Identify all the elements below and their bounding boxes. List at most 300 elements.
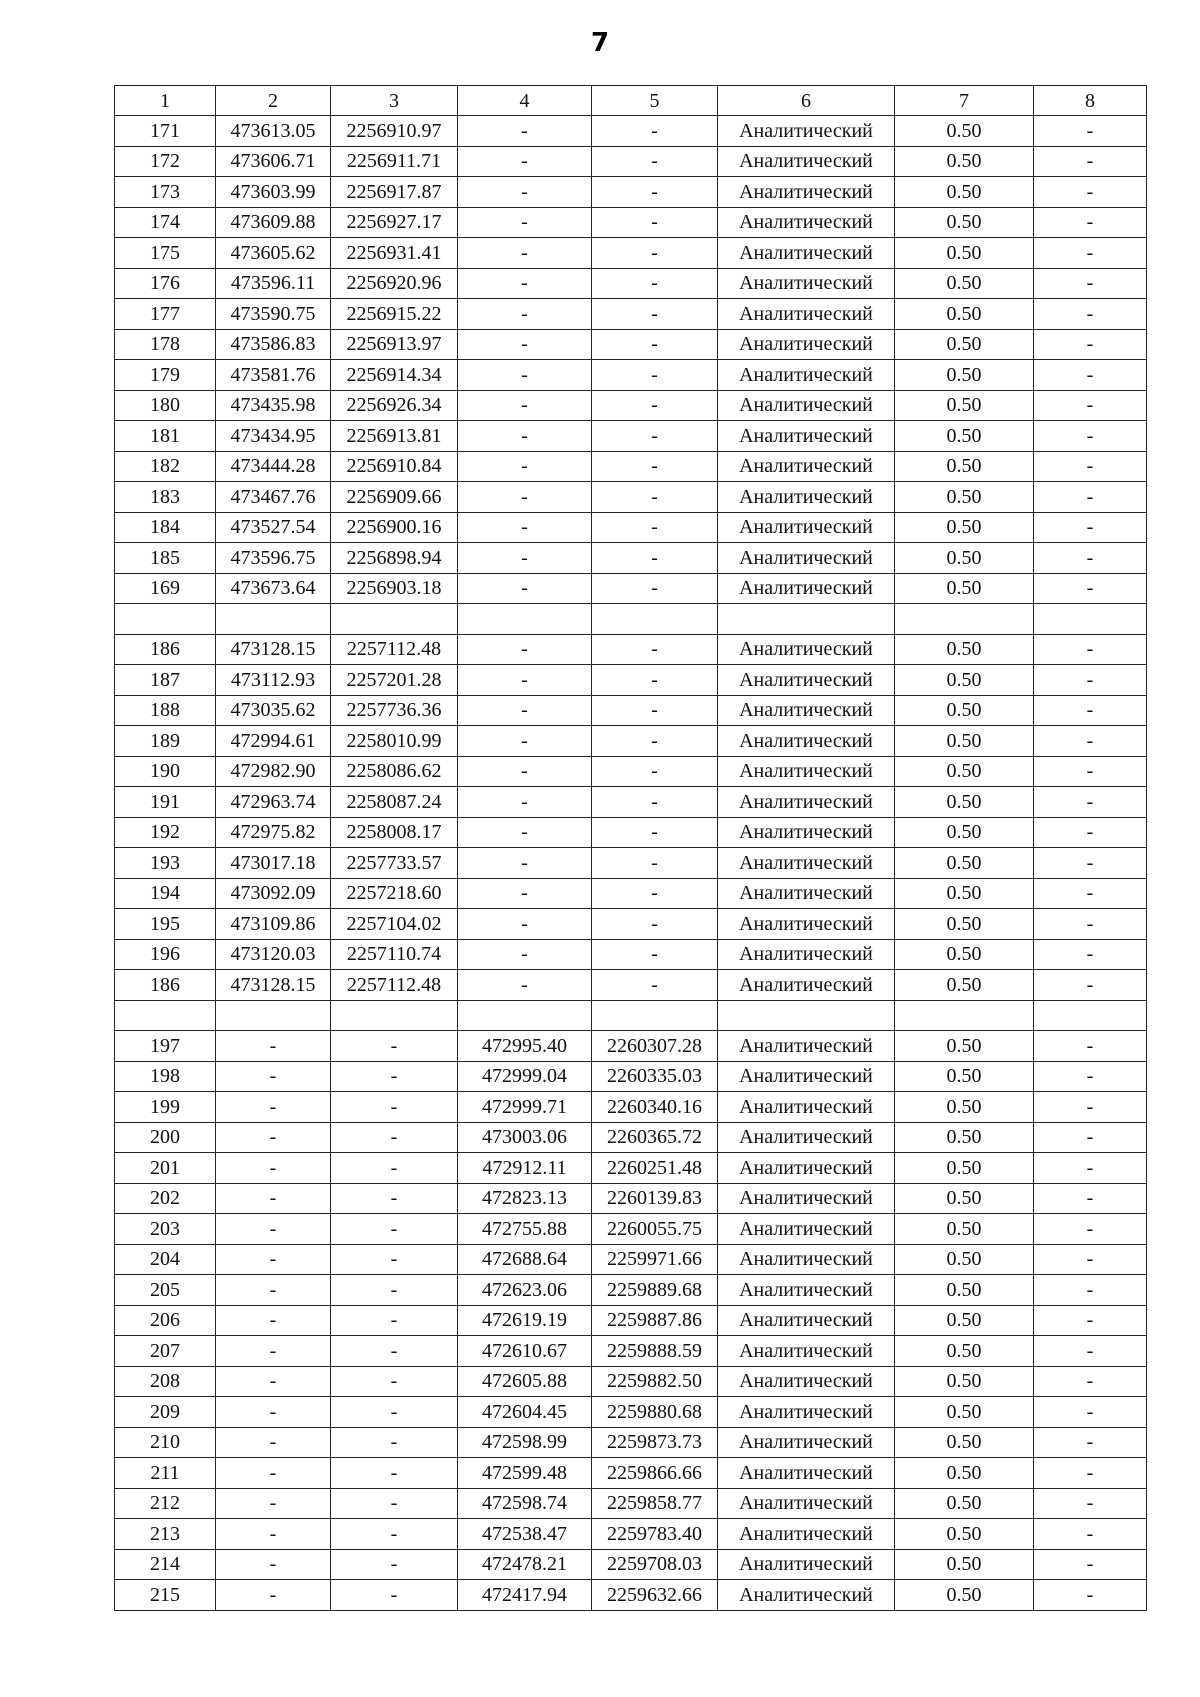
accuracy-cell: 0.50	[895, 695, 1034, 726]
note-cell: -	[1034, 1427, 1147, 1458]
method-cell: Аналитический	[718, 1244, 895, 1275]
accuracy-cell: 0.50	[895, 848, 1034, 879]
x-coordinate-alt-cell: -	[458, 299, 592, 330]
point-number-cell: 184	[115, 512, 216, 543]
table-row	[115, 878, 1147, 909]
method-cell: Аналитический	[718, 421, 895, 452]
x-coordinate-cell: -	[216, 1092, 331, 1123]
method-cell: Аналитический	[718, 177, 895, 208]
x-coordinate-cell: 473596.11	[216, 268, 331, 299]
y-coordinate-alt-cell: 2259888.59	[592, 1336, 718, 1367]
accuracy-cell: 0.50	[895, 1336, 1034, 1367]
y-coordinate-alt-cell: -	[592, 512, 718, 543]
x-coordinate-cell: -	[216, 1580, 331, 1611]
x-coordinate-alt-cell: -	[458, 451, 592, 482]
point-number-cell: 195	[115, 909, 216, 940]
table-row	[115, 817, 1147, 848]
note-cell: -	[1034, 970, 1147, 1001]
accuracy-cell: 0.50	[895, 573, 1034, 604]
x-coordinate-alt-cell: -	[458, 177, 592, 208]
x-coordinate-alt-cell: -	[458, 360, 592, 391]
method-cell: Аналитический	[718, 970, 895, 1001]
coordinates-table	[114, 85, 1147, 1611]
x-coordinate-alt-cell: 472599.48	[458, 1458, 592, 1489]
note-cell: -	[1034, 207, 1147, 238]
note-cell: -	[1034, 512, 1147, 543]
accuracy-cell: 0.50	[895, 451, 1034, 482]
y-coordinate-alt-cell: -	[592, 848, 718, 879]
x-coordinate-alt-cell: -	[458, 939, 592, 970]
accuracy-cell: 0.50	[895, 1519, 1034, 1550]
x-coordinate-cell: -	[216, 1519, 331, 1550]
x-coordinate-cell: -	[216, 1397, 331, 1428]
method-cell: Аналитический	[718, 146, 895, 177]
y-coordinate-cell: 2256927.17	[331, 207, 458, 238]
x-coordinate-cell: 472994.61	[216, 726, 331, 757]
accuracy-cell: 0.50	[895, 146, 1034, 177]
y-coordinate-alt-cell: 2259858.77	[592, 1488, 718, 1519]
point-number-cell: 199	[115, 1092, 216, 1123]
method-cell: Аналитический	[718, 451, 895, 482]
y-coordinate-alt-cell: -	[592, 939, 718, 970]
method-cell: Аналитический	[718, 1305, 895, 1336]
y-coordinate-alt-cell: -	[592, 329, 718, 360]
point-number-cell: 171	[115, 116, 216, 147]
note-cell: -	[1034, 1031, 1147, 1062]
y-coordinate-cell: -	[331, 1305, 458, 1336]
point-number-cell	[115, 1000, 216, 1031]
x-coordinate-cell: 473128.15	[216, 634, 331, 665]
x-coordinate-alt-cell: -	[458, 695, 592, 726]
y-coordinate-cell: 2256910.97	[331, 116, 458, 147]
y-coordinate-alt-cell: -	[592, 360, 718, 391]
table-row	[115, 1061, 1147, 1092]
x-coordinate-alt-cell: 472755.88	[458, 1214, 592, 1245]
note-cell: -	[1034, 1275, 1147, 1306]
x-coordinate-cell: -	[216, 1427, 331, 1458]
accuracy-cell: 0.50	[895, 482, 1034, 513]
note-cell: -	[1034, 238, 1147, 269]
method-cell: Аналитический	[718, 573, 895, 604]
y-coordinate-alt-cell: -	[592, 451, 718, 482]
point-number-cell: 192	[115, 817, 216, 848]
method-cell: Аналитический	[718, 1366, 895, 1397]
x-coordinate-alt-cell: -	[458, 482, 592, 513]
x-coordinate-cell: 473017.18	[216, 848, 331, 879]
y-coordinate-alt-cell: 2260307.28	[592, 1031, 718, 1062]
note-cell: -	[1034, 573, 1147, 604]
y-coordinate-cell: -	[331, 1549, 458, 1580]
y-coordinate-alt-cell: 2260365.72	[592, 1122, 718, 1153]
y-coordinate-alt-cell: -	[592, 726, 718, 757]
note-cell: -	[1034, 146, 1147, 177]
x-coordinate-cell: -	[216, 1275, 331, 1306]
x-coordinate-cell: 473109.86	[216, 909, 331, 940]
point-number-cell: 179	[115, 360, 216, 391]
y-coordinate-cell: -	[331, 1244, 458, 1275]
note-cell: -	[1034, 299, 1147, 330]
note-cell: -	[1034, 1122, 1147, 1153]
accuracy-cell: 0.50	[895, 878, 1034, 909]
note-cell: -	[1034, 543, 1147, 574]
method-cell: Аналитический	[718, 848, 895, 879]
y-coordinate-alt-cell: -	[592, 207, 718, 238]
column-header: 7	[895, 86, 1034, 116]
y-coordinate-cell: 2256898.94	[331, 543, 458, 574]
method-cell: Аналитический	[718, 329, 895, 360]
table-row	[115, 1458, 1147, 1489]
point-number-cell: 169	[115, 573, 216, 604]
accuracy-cell: 0.50	[895, 1488, 1034, 1519]
y-coordinate-cell: -	[331, 1580, 458, 1611]
point-number-cell: 188	[115, 695, 216, 726]
point-number-cell: 200	[115, 1122, 216, 1153]
accuracy-cell: 0.50	[895, 1061, 1034, 1092]
y-coordinate-cell: -	[331, 1397, 458, 1428]
y-coordinate-alt-cell: -	[592, 482, 718, 513]
point-number-cell: 213	[115, 1519, 216, 1550]
x-coordinate-alt-cell: 472688.64	[458, 1244, 592, 1275]
accuracy-cell: 0.50	[895, 1183, 1034, 1214]
y-coordinate-cell: -	[331, 1153, 458, 1184]
table-row	[115, 787, 1147, 818]
x-coordinate-alt-cell: 472598.74	[458, 1488, 592, 1519]
y-coordinate-cell: 2257104.02	[331, 909, 458, 940]
empty-separator-row	[115, 604, 1147, 635]
y-coordinate-cell: 2257218.60	[331, 878, 458, 909]
method-cell: Аналитический	[718, 1214, 895, 1245]
method-cell: Аналитический	[718, 939, 895, 970]
table-row	[115, 1519, 1147, 1550]
table-row	[115, 1092, 1147, 1123]
table-row	[115, 1183, 1147, 1214]
table-row	[115, 1275, 1147, 1306]
accuracy-cell: 0.50	[895, 817, 1034, 848]
x-coordinate-alt-cell: -	[458, 970, 592, 1001]
accuracy-cell: 0.50	[895, 1580, 1034, 1611]
accuracy-cell: 0.50	[895, 1305, 1034, 1336]
point-number-cell: 196	[115, 939, 216, 970]
x-coordinate-cell: -	[216, 1244, 331, 1275]
table-row	[115, 1031, 1147, 1062]
note-cell: -	[1034, 695, 1147, 726]
x-coordinate-cell: 473581.76	[216, 360, 331, 391]
x-coordinate-cell: 473586.83	[216, 329, 331, 360]
x-coordinate-alt-cell: 472623.06	[458, 1275, 592, 1306]
point-number-cell: 206	[115, 1305, 216, 1336]
y-coordinate-alt-cell: -	[592, 238, 718, 269]
method-cell: Аналитический	[718, 878, 895, 909]
y-coordinate-cell: -	[331, 1214, 458, 1245]
y-coordinate-alt-cell: 2259873.73	[592, 1427, 718, 1458]
y-coordinate-cell: 2256913.81	[331, 421, 458, 452]
point-number-cell: 204	[115, 1244, 216, 1275]
method-cell: Аналитический	[718, 238, 895, 269]
point-number-cell: 185	[115, 543, 216, 574]
y-coordinate-alt-cell: -	[592, 390, 718, 421]
table-row	[115, 451, 1147, 482]
accuracy-cell: 0.50	[895, 1366, 1034, 1397]
accuracy-cell: 0.50	[895, 1122, 1034, 1153]
y-coordinate-alt-cell: 2260340.16	[592, 1092, 718, 1123]
method-cell: Аналитический	[718, 1458, 895, 1489]
y-coordinate-cell: 2258008.17	[331, 817, 458, 848]
note-cell: -	[1034, 1397, 1147, 1428]
y-coordinate-cell: -	[331, 1061, 458, 1092]
x-coordinate-alt-cell: -	[458, 848, 592, 879]
y-coordinate-alt-cell: -	[592, 787, 718, 818]
accuracy-cell: 0.50	[895, 543, 1034, 574]
y-coordinate-cell: -	[331, 1122, 458, 1153]
table-row	[115, 1366, 1147, 1397]
method-cell: Аналитический	[718, 1092, 895, 1123]
table-row	[115, 512, 1147, 543]
y-coordinate-alt-cell: -	[592, 695, 718, 726]
y-coordinate-cell: 2258010.99	[331, 726, 458, 757]
y-coordinate-alt-cell: 2260139.83	[592, 1183, 718, 1214]
x-coordinate-cell	[216, 604, 331, 635]
table-row	[115, 543, 1147, 574]
y-coordinate-cell: 2256920.96	[331, 268, 458, 299]
note-cell: -	[1034, 1061, 1147, 1092]
x-coordinate-alt-cell: -	[458, 909, 592, 940]
x-coordinate-alt-cell: -	[458, 726, 592, 757]
point-number-cell: 178	[115, 329, 216, 360]
table-row	[115, 756, 1147, 787]
table-row	[115, 177, 1147, 208]
y-coordinate-cell: 2256914.34	[331, 360, 458, 391]
accuracy-cell	[895, 1000, 1034, 1031]
point-number-cell: 180	[115, 390, 216, 421]
y-coordinate-cell: -	[331, 1275, 458, 1306]
note-cell: -	[1034, 817, 1147, 848]
x-coordinate-cell: -	[216, 1214, 331, 1245]
table-body	[115, 116, 1147, 1611]
point-number-cell: 212	[115, 1488, 216, 1519]
accuracy-cell: 0.50	[895, 1458, 1034, 1489]
table-row	[115, 848, 1147, 879]
x-coordinate-alt-cell: 472538.47	[458, 1519, 592, 1550]
column-header: 3	[331, 86, 458, 116]
accuracy-cell: 0.50	[895, 970, 1034, 1001]
y-coordinate-alt-cell: -	[592, 817, 718, 848]
x-coordinate-cell: -	[216, 1366, 331, 1397]
table-row	[115, 726, 1147, 757]
y-coordinate-cell: -	[331, 1366, 458, 1397]
x-coordinate-alt-cell: -	[458, 573, 592, 604]
x-coordinate-alt-cell: 472610.67	[458, 1336, 592, 1367]
x-coordinate-cell: 473613.05	[216, 116, 331, 147]
point-number-cell	[115, 604, 216, 635]
accuracy-cell: 0.50	[895, 939, 1034, 970]
x-coordinate-cell: 472982.90	[216, 756, 331, 787]
x-coordinate-cell: -	[216, 1549, 331, 1580]
point-number-cell: 202	[115, 1183, 216, 1214]
accuracy-cell: 0.50	[895, 1549, 1034, 1580]
note-cell: -	[1034, 1519, 1147, 1550]
y-coordinate-cell: -	[331, 1336, 458, 1367]
point-number-cell: 175	[115, 238, 216, 269]
accuracy-cell: 0.50	[895, 1244, 1034, 1275]
note-cell: -	[1034, 1458, 1147, 1489]
method-cell: Аналитический	[718, 268, 895, 299]
x-coordinate-cell: 473444.28	[216, 451, 331, 482]
table-row	[115, 939, 1147, 970]
table-row	[115, 329, 1147, 360]
y-coordinate-alt-cell: 2260251.48	[592, 1153, 718, 1184]
method-cell: Аналитический	[718, 1275, 895, 1306]
y-coordinate-cell: 2256931.41	[331, 238, 458, 269]
y-coordinate-alt-cell: -	[592, 543, 718, 574]
x-coordinate-cell: 473467.76	[216, 482, 331, 513]
method-cell: Аналитический	[718, 1031, 895, 1062]
y-coordinate-alt-cell: 2259708.03	[592, 1549, 718, 1580]
accuracy-cell: 0.50	[895, 1427, 1034, 1458]
x-coordinate-cell: 473673.64	[216, 573, 331, 604]
method-cell: Аналитический	[718, 817, 895, 848]
accuracy-cell: 0.50	[895, 116, 1034, 147]
x-coordinate-alt-cell: 472999.71	[458, 1092, 592, 1123]
y-coordinate-alt-cell: 2259887.86	[592, 1305, 718, 1336]
table-row	[115, 1488, 1147, 1519]
x-coordinate-cell: 473527.54	[216, 512, 331, 543]
note-cell	[1034, 604, 1147, 635]
method-cell	[718, 1000, 895, 1031]
point-number-cell: 190	[115, 756, 216, 787]
note-cell: -	[1034, 878, 1147, 909]
method-cell: Аналитический	[718, 1397, 895, 1428]
method-cell: Аналитический	[718, 1153, 895, 1184]
point-number-cell: 194	[115, 878, 216, 909]
column-header: 6	[718, 86, 895, 116]
note-cell: -	[1034, 329, 1147, 360]
x-coordinate-alt-cell: -	[458, 878, 592, 909]
table-row	[115, 482, 1147, 513]
x-coordinate-cell: 473128.15	[216, 970, 331, 1001]
note-cell: -	[1034, 1214, 1147, 1245]
y-coordinate-cell	[331, 1000, 458, 1031]
y-coordinate-cell: 2257736.36	[331, 695, 458, 726]
x-coordinate-alt-cell: 473003.06	[458, 1122, 592, 1153]
table-row	[115, 634, 1147, 665]
accuracy-cell: 0.50	[895, 329, 1034, 360]
y-coordinate-cell: 2257110.74	[331, 939, 458, 970]
y-coordinate-alt-cell: -	[592, 116, 718, 147]
point-number-cell: 211	[115, 1458, 216, 1489]
accuracy-cell: 0.50	[895, 421, 1034, 452]
table-row	[115, 116, 1147, 147]
accuracy-cell: 0.50	[895, 1031, 1034, 1062]
y-coordinate-alt-cell	[592, 1000, 718, 1031]
method-cell: Аналитический	[718, 360, 895, 391]
x-coordinate-cell: 472975.82	[216, 817, 331, 848]
note-cell: -	[1034, 451, 1147, 482]
point-number-cell: 191	[115, 787, 216, 818]
x-coordinate-cell: -	[216, 1488, 331, 1519]
y-coordinate-alt-cell	[592, 604, 718, 635]
note-cell: -	[1034, 1244, 1147, 1275]
point-number-cell: 198	[115, 1061, 216, 1092]
x-coordinate-cell: -	[216, 1336, 331, 1367]
y-coordinate-alt-cell: -	[592, 146, 718, 177]
x-coordinate-alt-cell: 472605.88	[458, 1366, 592, 1397]
y-coordinate-alt-cell: 2259632.66	[592, 1580, 718, 1611]
note-cell: -	[1034, 848, 1147, 879]
accuracy-cell: 0.50	[895, 756, 1034, 787]
point-number-cell: 172	[115, 146, 216, 177]
accuracy-cell: 0.50	[895, 512, 1034, 543]
x-coordinate-alt-cell: -	[458, 787, 592, 818]
y-coordinate-alt-cell: 2259971.66	[592, 1244, 718, 1275]
y-coordinate-alt-cell: 2259880.68	[592, 1397, 718, 1428]
y-coordinate-cell: 2256915.22	[331, 299, 458, 330]
y-coordinate-cell: 2256917.87	[331, 177, 458, 208]
x-coordinate-cell: -	[216, 1031, 331, 1062]
y-coordinate-cell: -	[331, 1427, 458, 1458]
note-cell: -	[1034, 390, 1147, 421]
point-number-cell: 182	[115, 451, 216, 482]
note-cell: -	[1034, 909, 1147, 940]
x-coordinate-alt-cell: 472995.40	[458, 1031, 592, 1062]
x-coordinate-cell: 473035.62	[216, 695, 331, 726]
note-cell: -	[1034, 1580, 1147, 1611]
x-coordinate-alt-cell: -	[458, 390, 592, 421]
x-coordinate-cell: 473609.88	[216, 207, 331, 238]
note-cell: -	[1034, 1183, 1147, 1214]
x-coordinate-cell: 472963.74	[216, 787, 331, 818]
x-coordinate-cell: -	[216, 1458, 331, 1489]
accuracy-cell: 0.50	[895, 360, 1034, 391]
table-row	[115, 1122, 1147, 1153]
point-number-cell: 197	[115, 1031, 216, 1062]
table-row	[115, 970, 1147, 1001]
x-coordinate-cell: -	[216, 1305, 331, 1336]
y-coordinate-cell: 2256913.97	[331, 329, 458, 360]
x-coordinate-alt-cell	[458, 604, 592, 635]
point-number-cell: 214	[115, 1549, 216, 1580]
point-number-cell: 177	[115, 299, 216, 330]
y-coordinate-cell: 2256910.84	[331, 451, 458, 482]
point-number-cell: 203	[115, 1214, 216, 1245]
y-coordinate-alt-cell: -	[592, 268, 718, 299]
x-coordinate-alt-cell: -	[458, 817, 592, 848]
method-cell: Аналитический	[718, 1336, 895, 1367]
x-coordinate-alt-cell: 472604.45	[458, 1397, 592, 1428]
column-header: 2	[216, 86, 331, 116]
method-cell: Аналитический	[718, 207, 895, 238]
column-header: 5	[592, 86, 718, 116]
accuracy-cell: 0.50	[895, 1214, 1034, 1245]
y-coordinate-alt-cell: -	[592, 177, 718, 208]
note-cell: -	[1034, 726, 1147, 757]
note-cell: -	[1034, 665, 1147, 696]
accuracy-cell: 0.50	[895, 177, 1034, 208]
x-coordinate-cell: 473435.98	[216, 390, 331, 421]
point-number-cell: 215	[115, 1580, 216, 1611]
y-coordinate-alt-cell: -	[592, 878, 718, 909]
method-cell: Аналитический	[718, 665, 895, 696]
accuracy-cell: 0.50	[895, 238, 1034, 269]
point-number-cell: 209	[115, 1397, 216, 1428]
x-coordinate-alt-cell: 472417.94	[458, 1580, 592, 1611]
y-coordinate-alt-cell: -	[592, 299, 718, 330]
y-coordinate-cell: 2257733.57	[331, 848, 458, 879]
note-cell: -	[1034, 1092, 1147, 1123]
note-cell: -	[1034, 1366, 1147, 1397]
page-number: 7	[590, 28, 610, 58]
method-cell: Аналитический	[718, 1183, 895, 1214]
note-cell: -	[1034, 1153, 1147, 1184]
